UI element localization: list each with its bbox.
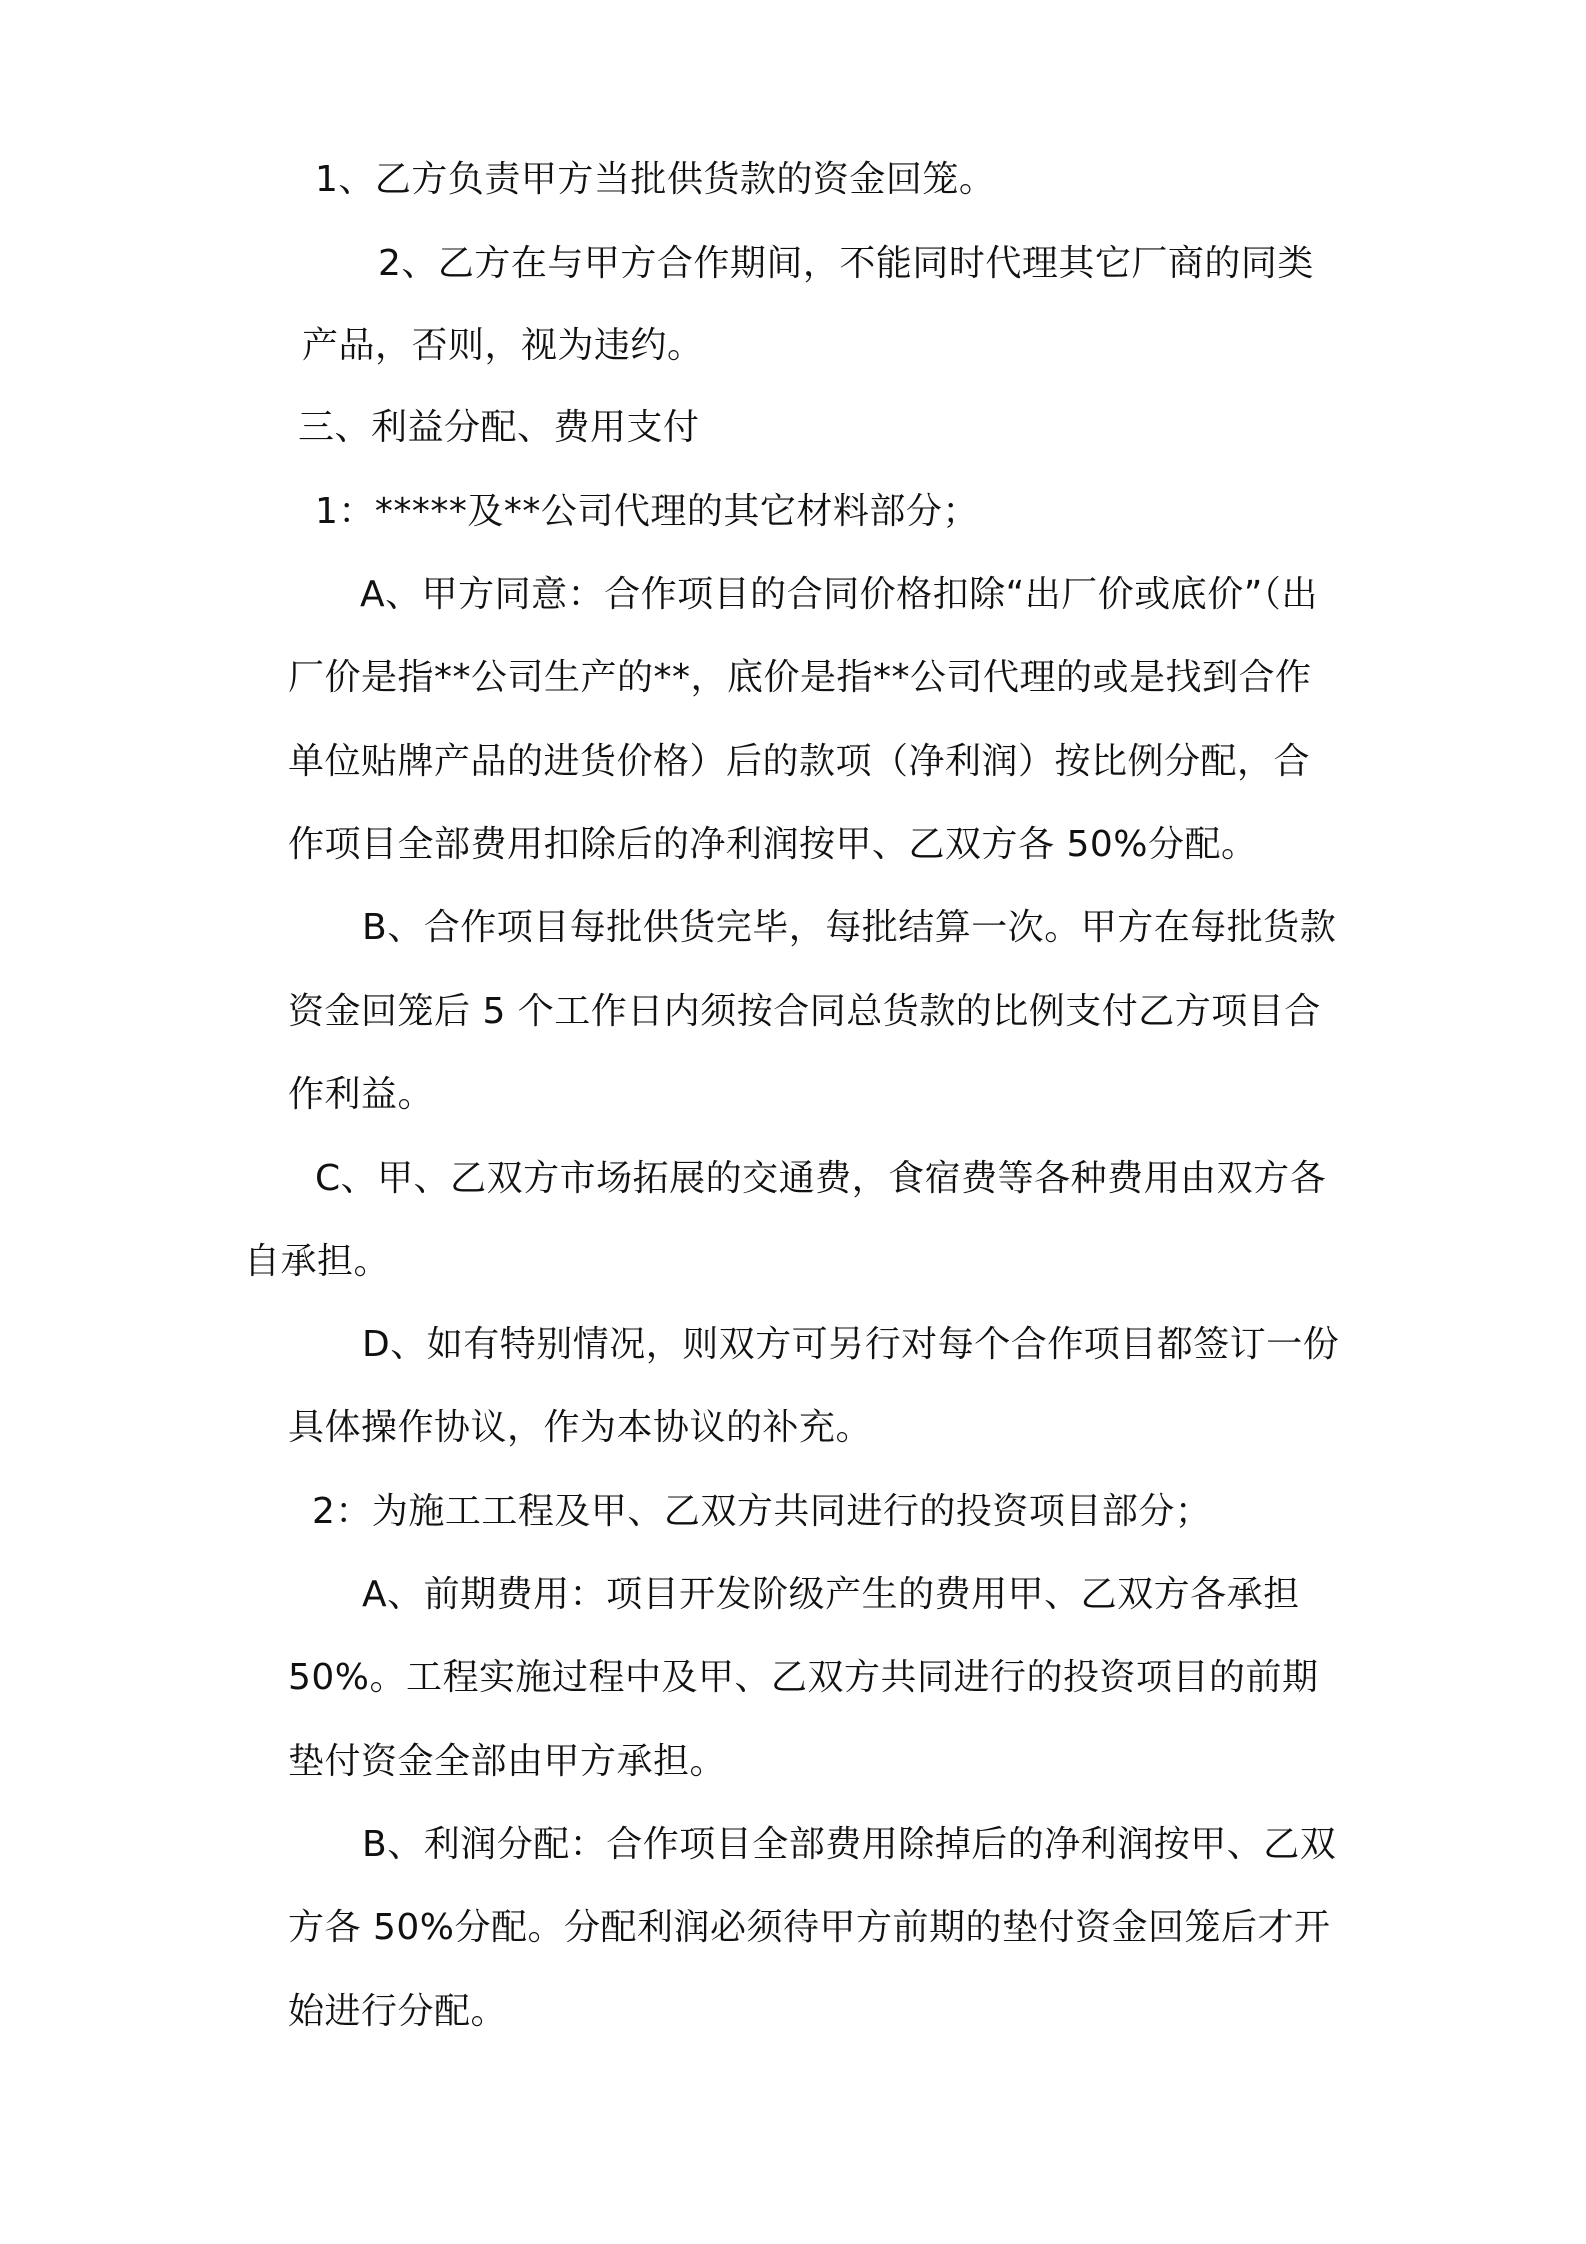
clause-3-2b-line-2: 方各 50%分配。分配利润必须待甲方前期的垫付资金回笼后才开 [288,1907,1331,1948]
clause-3-1b-line-1: B、合作项目每批供货完毕，每批结算一次。甲方在每批货款 [362,907,1337,948]
clause-2-2-line-2: 产品，否则，视为违约。 [302,325,704,366]
clause-3-1a-line-2: 厂价是指**公司生产的**，底价是指**公司代理的或是找到合作 [288,657,1312,698]
clause-3-1a-line-3: 单位贴牌产品的进货价格）后的款项（净利润）按比例分配，合 [288,741,1311,782]
clause-3-1c-line-2: 自承担。 [244,1241,391,1282]
clause-3-1a-line-4: 作项目全部费用扣除后的净利润按甲、乙双方各 50%分配。 [288,824,1258,865]
clause-3-2a-line-2: 50%。工程实施过程中及甲、乙双方共同进行的投资项目的前期 [288,1657,1319,1698]
section-3-heading: 三、利益分配、费用支付 [298,407,700,448]
clause-2-1-line: 1、乙方负责甲方当批供货款的资金回笼。 [315,159,996,200]
clause-3-1d-line-2: 具体操作协议，作为本协议的补充。 [288,1407,873,1448]
clause-3-2b-line-1: B、利润分配：合作项目全部费用除掉后的净利润按甲、乙双 [362,1824,1337,1865]
clause-3-2a-line-1: A、前期费用：项目开发阶级产生的费用甲、乙双方各承担 [362,1574,1300,1615]
clause-3-1d-line-1: D、如有特别情况，则双方可另行对每个合作项目都签订一份 [362,1324,1340,1365]
clause-3-1a-line-1: A、甲方同意：合作项目的合同价格扣除“出厂价或底价”（出 [360,574,1318,615]
clause-3-1b-line-2: 资金回笼后 5 个工作日内须按合同总货款的比例支付乙方项目合 [288,991,1321,1032]
clause-3-1-heading: 1：*****及**公司代理的其它材料部分； [315,491,979,532]
clause-3-1b-line-3: 作利益。 [288,1074,435,1115]
clause-2-2-line-1: 2、乙方在与甲方合作期间，不能同时代理其它厂商的同类 [378,243,1314,284]
clause-3-2a-line-3: 垫付资金全部由甲方承担。 [288,1741,727,1782]
clause-3-2b-line-3: 始进行分配。 [288,1991,508,2032]
clause-3-2-heading: 2：为施工工程及甲、乙双方共同进行的投资项目部分； [312,1491,1212,1532]
clause-3-1c-line-1: C、甲、乙双方市场拓展的交通费，食宿费等各种费用由双方各 [315,1158,1327,1199]
